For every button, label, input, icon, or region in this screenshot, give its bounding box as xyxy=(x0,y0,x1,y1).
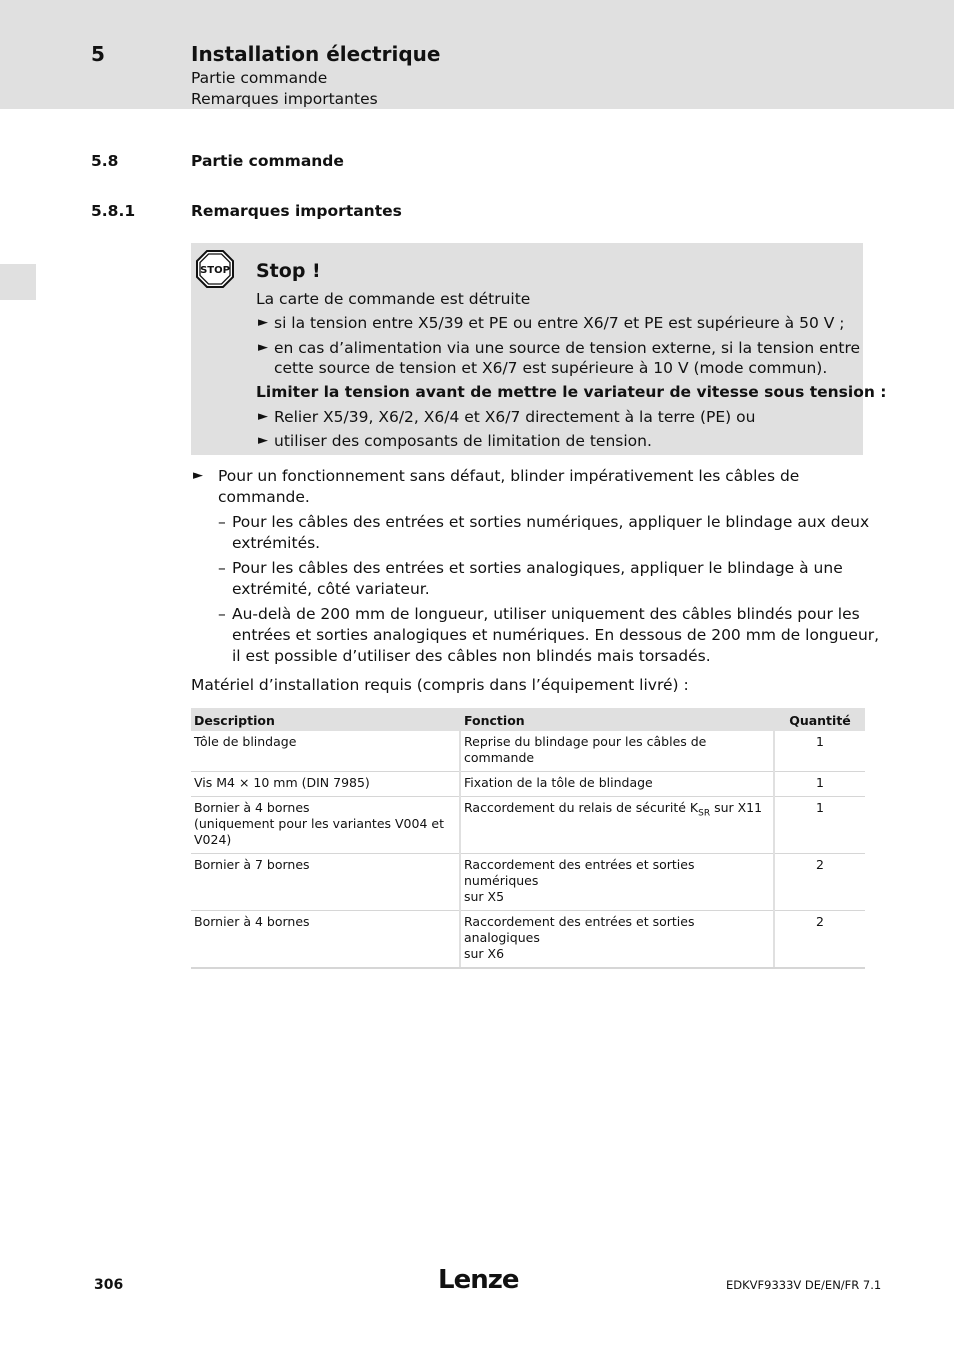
bullet-arrow-icon: ► xyxy=(258,409,268,424)
dash-item: Pour les câbles des entrées et sorties numériques, appliquer le blindage aux deux xyxy=(232,513,870,531)
material-table xyxy=(191,708,865,969)
material-intro: Matériel d’installation requis (compris dans l’équipement livré) : xyxy=(191,676,689,694)
stop-bullet: utiliser des composants de limitation de tension. xyxy=(274,432,652,450)
dash-marker: – xyxy=(218,605,226,623)
section-number: 5.8 xyxy=(91,152,119,170)
chapter-title: Installation électrique xyxy=(191,42,441,66)
stop-intro: La carte de commande est détruite xyxy=(256,290,531,308)
cell-description: Vis M4 × 10 mm (DIN 7985) xyxy=(191,772,460,797)
cell-quantity: 1 xyxy=(774,731,865,772)
chapter-subtitle: Partie commande xyxy=(191,69,328,87)
subsection-number: 5.8.1 xyxy=(91,202,136,220)
chapter-subtitle: Remarques importantes xyxy=(191,90,378,108)
stop-sign-icon xyxy=(196,250,234,288)
cell-description: Tôle de blindage xyxy=(191,731,460,772)
section-title: Partie commande xyxy=(191,152,344,170)
stop-bullet: si la tension entre X5/39 et PE ou entre X6/7 et PE est supérieure à 50 V ; xyxy=(274,314,845,332)
bullet-arrow-icon: ► xyxy=(258,315,268,330)
stop-bullet-continued: cette source de tension et X6/7 est supérieure à 10 V (mode commun). xyxy=(274,359,828,377)
table-header-row xyxy=(191,708,865,731)
dash-item: Pour les câbles des entrées et sorties analogiques, appliquer le blindage à une xyxy=(232,559,843,577)
cell-function: Raccordement du relais de sécurité $K_{SR}$ sur X11 xyxy=(460,797,774,854)
cell-quantity: 1 xyxy=(774,772,865,797)
dash-marker: – xyxy=(218,559,226,577)
dash-item: Au-delà de 200 mm de longueur, utiliser uniquement des câbles blindés pour les xyxy=(232,605,860,623)
lenze-logo: Lenze xyxy=(438,1265,519,1295)
dash-item-continued: il est possible d’utiliser des câbles non blindés mais torsadés. xyxy=(232,647,711,665)
column-header-function: Fonction xyxy=(460,708,774,731)
document-reference: EDKVF9333V DE/EN/FR 7.1 xyxy=(726,1278,882,1292)
column-header-description: Description xyxy=(191,708,460,731)
cell-quantity: 2 xyxy=(774,911,865,969)
page-number: 306 xyxy=(94,1277,124,1293)
svg-text:STOP: STOP xyxy=(200,265,230,276)
table-row xyxy=(191,772,865,797)
stop-bullet: Relier X5/39, X6/2, X6/4 et X6/7 directement à la terre (PE) ou xyxy=(274,408,756,426)
cell-function: Reprise du blindage pour les câbles de commande xyxy=(460,731,774,772)
cell-description: Bornier à 4 bornes (uniquement pour les variantes V004 et V024) xyxy=(191,797,460,854)
cell-quantity: 1 xyxy=(774,797,865,854)
stop-bullet: en cas d’alimentation via une source de tension externe, si la tension entre xyxy=(274,339,861,357)
bullet-arrow-icon: ► xyxy=(193,468,203,483)
bullet-arrow-icon: ► xyxy=(258,340,268,355)
stop-bold-instruction: Limiter la tension avant de mettre le variateur de vitesse sous tension : xyxy=(256,383,887,401)
stop-title: Stop ! xyxy=(256,260,321,282)
table-row xyxy=(191,854,865,911)
dash-item-continued: extrémité, côté variateur. xyxy=(232,580,430,598)
dash-marker: – xyxy=(218,513,226,531)
cell-description: Bornier à 4 bornes xyxy=(191,911,460,969)
cell-description: Bornier à 7 bornes xyxy=(191,854,460,911)
table-row xyxy=(191,911,865,969)
body-bullet-continued: commande. xyxy=(218,488,310,506)
header-band xyxy=(0,0,954,109)
column-header-quantity: Quantité xyxy=(774,708,865,731)
chapter-number: 5 xyxy=(91,42,105,66)
table-row xyxy=(191,797,865,854)
dash-item-continued: entrées et sorties analogiques et numériques. En dessous de 200 mm de longueur, xyxy=(232,626,880,644)
dash-item-continued: extrémités. xyxy=(232,534,321,552)
body-bullet: Pour un fonctionnement sans défaut, blinder impérativement les câbles de xyxy=(218,467,800,485)
chapter-side-tab xyxy=(0,264,36,300)
cell-function: Raccordement des entrées et sorties numériques sur X5 xyxy=(460,854,774,911)
bullet-arrow-icon: ► xyxy=(258,433,268,448)
cell-quantity: 2 xyxy=(774,854,865,911)
cell-function: Raccordement des entrées et sorties analogiques sur X6 xyxy=(460,911,774,969)
table-row xyxy=(191,731,865,772)
subsection-title: Remarques importantes xyxy=(191,202,402,220)
cell-function: Fixation de la tôle de blindage xyxy=(460,772,774,797)
